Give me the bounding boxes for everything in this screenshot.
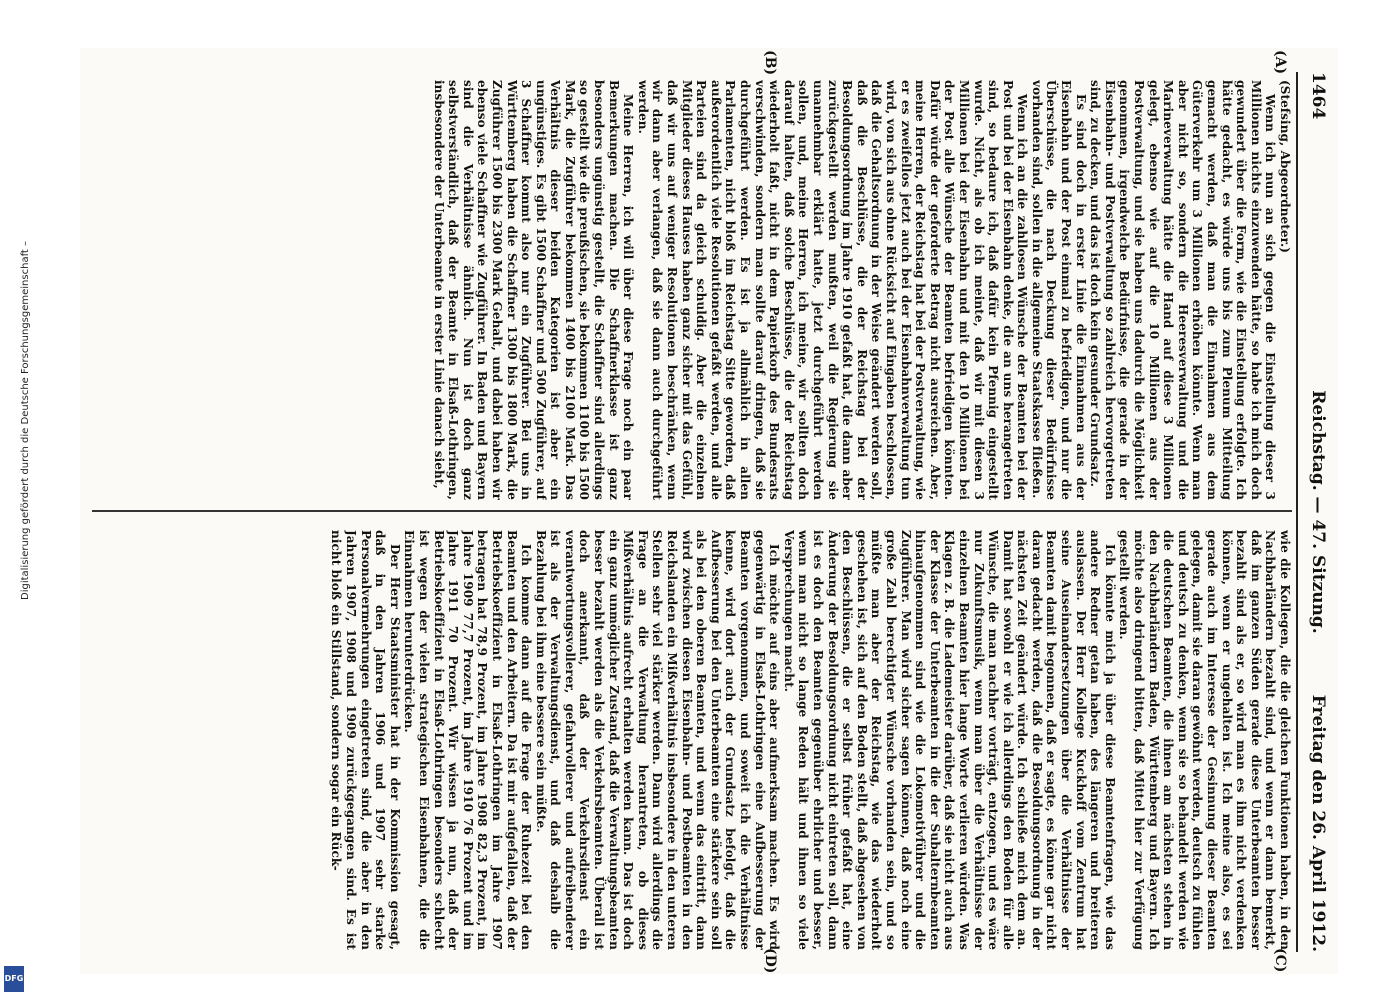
paragraph: (Stefsing, Abgeordneter.) (1278, 80, 1292, 254)
left-column (92, 80, 1292, 500)
paragraph: Wenn ich nun an sich gegen die Einstellung dieser 3 Millionen nichts einzuwenden hätte, so habe ich mich doch gewundert über die Form, wie die Einstellung erfolgte. Ich hätte gedacht, es würde uns bis zum Plenum Mitteilung gemacht werden, daß man die Einnahmen aus dem Güterverkehr um 3 Millionen erhöhen könnte. Wenn man aber nicht so, sondern die Heeresverwaltung und die Marineverwaltung hätte die Hand auf diese 3 Millionen gelegt, ebenso wie auf die 10 Millionen aus der Postverwaltung, und sie haben uns dadurch die Möglichkeit genommen, irgendwelche Bedürfnisse, die gerade in der Eisenbahn- und Postverwaltung so zahlreich hervorgetreten sind, zu decken, und das ist doch kein gesunder Grundsatz. (1088, 80, 1278, 500)
dfg-logo: DFG (4, 966, 24, 992)
paragraph: Wenn ich an die zahllosen Wünsche der Beamten bei der Post und bei der Eisenbahn denke, die an uns herangetreten sind, so bedaure ich, daß dafür kein Pfennig eingestellt wurde. Nicht, als ob ich meinte, daß wir mit diesen 3 Millionen bei der Eisenbahn und mit den 10 Millionen bei der Post alle Wünsche der Beamten befriedigen könnten. Dafür würde der geforderte Betrag nicht ausreichen. Aber, meine Herren, der Reichstag hat bei der Postverwaltung, wie er es zweifellos jetzt auch bei der Eisenbahnverwaltung tun wird, von sich aus ohne Rücksicht auf Eingaben beschlossen, daß die Gehaltsordnung in der Weise geändert werden soll, daß die Beschlüsse, die der Reichstag bei der Besoldungsordnung im Jahre 1910 gefaßt hat, die dann aber zurückgestellt werden mußten, weil die Regierung sie unannehmbar erklärt hatte, jetzt durchgeführt werden sollen, und, meine Herren, ich meine, wir sollten doch darauf halten, daß solche Beschlüsse, die der Reichstag wiederholt faßt, nicht in dem Papierkorb des Bundesrats verschwinden, sondern man sollte darauf dringen, daß sie durchgeführt werden. Es ist ja allmählich in allen Parlamenten, nicht bloß im Reichstag Sitte geworden, daß außerordentlich viele Resolutionen gefaßt werden, und alle Parteien sind da gleich schuldig. Aber die einzelnen Mitglieder dieses Hauses haben ganz sicher mit das Gefühl, daß wir uns auf weniger Resolutionen beschränken, wenn wir dann aber verlangen, daß sie dann auch durchgeführt werden. (635, 80, 1030, 500)
margin-marker-d: (D) (762, 948, 778, 974)
paragraph: Meine Herren, ich will über diese Frage noch ein paar Bemerkungen machen. Die Schaffnerklasse ist ganz besonders ungünstig gestellt, die Schaffner sind allerdings so gestellt wie die preußischen, sie bekommen 1100 bis 1500 Mark, die Zugführer bekommen 1400 bis 2100 Mark. Das Verhältnis dieser beiden Kategorien ist aber ein ungünstiges. Es gibt 1500 Schaffner und 500 Zugführer, auf 3 Schaffner kommt also nur ein Zugführer. Bei uns in Württemberg haben die Schaffner 1300 bis 1800 Mark, die Zugführer 1500 bis 2300 Mark Gehalt, und dabei haben wir ebenso viele Schaffner wie Zugführer. In Baden und Bayern sind die Verhältnisse ähnlich. Nun ist doch ganz selbstverständlich, daß der Beamte in Elsaß-Lothringen, insbesondere der Unterbeamte in erster Linie danach sieht, (431, 80, 636, 500)
margin-marker-a: (A) (1272, 50, 1288, 75)
paragraph: Ich könnte mich ja über diese Beamtenfragen, wie das andere Redner getan haben, des längeren und breiteren auslassen. Der Herr Kollege Kuckhoff vom Zentrum hat seine Auseinandersetzungen über die Verhältnisse der Beamten damit begonnen, daß er sagte, es könne gar nicht daran gedacht werden, daß die Besoldungsordnung in der nächsten Zeit geändert würde. Ich schließe mich dem an. Damit hat sowohl er wie ich allerdings den Boden für alle Wünsche, die man nachher vorträgt, entzogen, und es wäre nur Zukunftsmusik, wenn man über die Verhältnisse der einzelnen Beamten hier lange Worte verlieren würden. Was Klagen z. B. die Lademeister darüber, daß sie nicht auch aus der Klasse der Unterbeamten in die der Subalternbeamten hinaufgenommen sind wie die Lokomotivführer und die Zugführer. Man wird sicher sagen können, daß noch eine große Zahl berechtigter Wünsche vorhanden sein, und so müßte man aber der Reichstag, wie das wiederholt geschehen ist, sich auf den Boden stellt, daß abgesehen von den Beschlüssen, die er selbst früher gefaßt hat, eine Änderung der Besoldungsordnung nicht eintreten soll, dann ist es doch den Beamten gegenüber ehrlicher und besser, wenn man nicht so lange Reden hält und ihnen so viele Versprechungen macht. (781, 530, 1117, 950)
margin-marker-b: (B) (762, 50, 778, 76)
column-divider (92, 510, 1292, 512)
page-title: Reichstag. — 47. Sitzung. (1308, 390, 1328, 634)
page-date: Freitag den 26. April 1912. (1308, 694, 1328, 952)
paragraph: Der Herr Staatsminister hat in der Kommission gesagt, daß in den Jahren 1906 und 1907 sehr starke Personalvermehrungen eingetreten sind, die aber in den Jahren 1907, 1908 und 1909 zurückgegangen sind. Es ist nicht bloß ein Stillstand, sondern sogar ein Rück- (329, 530, 402, 950)
header-rule (1296, 72, 1298, 952)
scanned-page (80, 48, 1338, 974)
funding-credit: Digitalisierung gefördert durch die Deutsche Forschungsgemeinschaft – (20, 240, 31, 600)
rotated-page-content (80, 48, 1338, 974)
margin-marker-c: (C) (1272, 948, 1288, 973)
right-column (92, 530, 1292, 950)
page-number: 1464 (1308, 72, 1328, 120)
digitization-sidebar (0, 0, 30, 1000)
paragraph: Ich komme dann auf die Frage der Ruhezeit bei den Beamten und den Arbeitern. Da ist mir aufgefallen, daß der Betriebskoeffizient in Elsaß-Lothringen im Jahre 1907 betragen hat 78,9 Prozent, im Jahre 1908 82,3 Prozent, im Jahre 1909 77,7 Prozent, im Jahre 1910 76 Prozent und im Jahre 1911 70 Prozent. Wir wissen ja nun, daß der Betriebskoeffizient in Elsaß-Lothringen besonders schlecht ist wegen der vielen strategischen Eisenbahnen, die die Einnahmen herunterdrücken. (402, 530, 534, 950)
paragraph: wie die Kollegen, die die gleichen Funktionen haben, in den Nachbarländern bezahlt sind, und wenn er dann bemerkt, daß im ganzen Süden gerade diese Unterbeamten besser bezahlt sind als er, so wird man es ihm nicht verdenken können, wenn er ungehalten ist. Ich meine also, es sei gerade auch im Interesse der Gesinnung dieser Beamten gelegen, damit sie daran gewöhnt werden, deutsch zu fühlen und deutsch zu denken, wenn sie so behandelt werden wie die deutschen Beamten, die ihnen am nächsten stehen in den Nachbarländern Baden, Württemberg und Bayern. Ich möchte also dringend bitten, daß Mittel hier zur Verfügung gestellt werden. (1117, 530, 1292, 950)
paragraph: Ich möchte auf eins aber aufmerksam machen. Es wird gegenwärtig in Elsaß-Lothringen eine Aufbesserung der Beamten vorgenommen, und soweit ich die Verhältnisse kenne, wird dort auch der Grundsatz befolgt, daß die Aufbesserung bei den Unterbeamten eine stärkere sein soll als bei den oberen Beamten, und wenn das eintritt, dann wird zwischen diesen Eisenbahn- und Postbeamten in den Reichslanden ein Mißverhältnis insbesondere in den unteren Stellen sehr viel stärker werden. Dann wird allerdings die Frage an die Verwaltung herantreten, ob dieses Mißverhältnis aufrecht erhalten werden kann. Das ist doch ein ganz unmöglicher Zustand, daß die Verwaltungsbeamten besser bezahlt werden als die Verkehrsbeamten. Überall ist doch anerkannt, daß der Verkehrsdienst ein verantwortungsvollerer, gefahrvollerer und aufreibenderer ist als der Verwaltungsdienst, und daß deshalb die Bezahlung bei ihm eine bessere sein müßte. (533, 530, 782, 950)
page-header (1302, 72, 1332, 952)
paragraph: Es sind doch in erster Linie die Einnahmen aus der Eisenbahn und der Post einmal zu befriedigen, und nur die Überschüsse, die nach Deckung dieser Bedürfnisse vorhanden sind, sollen in die allgemeine Staatskasse fließen. (1029, 80, 1088, 500)
